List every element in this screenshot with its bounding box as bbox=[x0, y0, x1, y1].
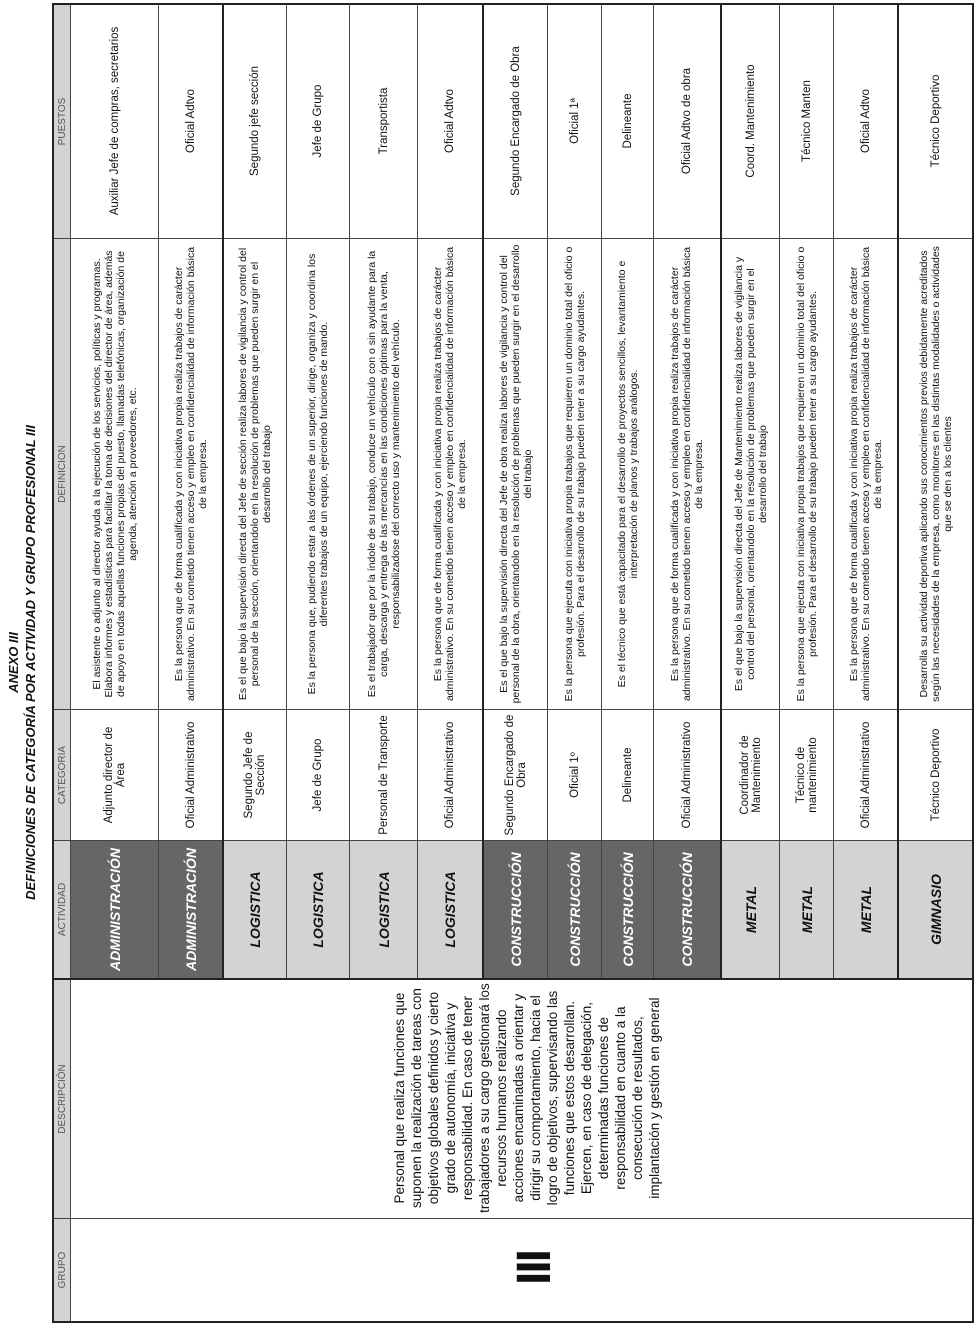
table-row bbox=[484, 4, 548, 978]
puestos-cell: Oficial Adtvo bbox=[859, 89, 872, 153]
puestos-cell: Transportista bbox=[377, 87, 390, 155]
categoria-cell: Técnico Deportivo bbox=[899, 709, 972, 840]
definicion-cell: Es el que bajo la supervisión directa del Jefe de obra realiza labores de vigilancia y control del personal de la obra, orientandolo en la resolución de problemas que pueden surgir en el desarrollo del trabajo bbox=[484, 238, 547, 709]
table-row bbox=[224, 4, 287, 978]
puestos-cell: Técnico Manten bbox=[800, 80, 813, 162]
actividad-cell: ADMINISTRACIÓN bbox=[159, 840, 222, 978]
table-row bbox=[418, 4, 484, 978]
actividad-cell: LOGISTICA bbox=[287, 840, 349, 978]
definicion-cell: Es el que bajo la supervisión directa del Jefe de Mantenimiento realiza labores de vigilancia y control del personal, orientandolo en la resolución de problemas que pueden surgir en el desarrollo del trabajo bbox=[722, 238, 779, 709]
actividad-cell: CONSTRUCCIÓN bbox=[548, 840, 601, 978]
table-row bbox=[722, 4, 780, 978]
puestos-cell: Delineante bbox=[621, 93, 634, 149]
definicion-cell: Es el trabajador que por la índole de su trabajo, conduce un vehículo con o sin ayudante para la carga, descarga y entrega de las mercancías en las condiciones óptimas para la venta, responsabilizadose del correcto uso y mantenimiento del vehículo. bbox=[350, 238, 417, 709]
actividad-cell: CONSTRUCCIÓN bbox=[602, 840, 653, 978]
definicion-cell: Es el técnico que está capacitado para el desarrollo de proyectos sencillos, levantamiento e interpretación de planos y trabajos análogos. bbox=[602, 238, 653, 709]
descripcion-cell bbox=[71, 978, 972, 1218]
actividad-cell: CONSTRUCCIÓN bbox=[654, 840, 720, 978]
puestos-cell: Oficial Adtvo bbox=[184, 89, 197, 153]
definicion-cell: Desarrolla su actividad deportiva aplicando sus conocimientos previos debidamente acreditados según las necesidades de la empresa, como monitores en las distintas modalidades o actividades que se den a los clientes bbox=[899, 238, 972, 709]
categoria-cell: Oficial Administrativo bbox=[654, 709, 720, 840]
table-row bbox=[654, 4, 722, 978]
definicion-cell: El asistente o adjunto al director ayuda a la ejecución de los servicios, políticas y programas. Elabora informes y estadísticas para facilitar la toma de decisiones del director de área, además de apoyo en todas aquellas funciones propias del puesto, llamadas telefónicas, organización de agenda, atención a proveedores, etc. bbox=[71, 238, 158, 709]
grupo-cell bbox=[71, 1218, 972, 1321]
header-puestos: PUESTOS bbox=[54, 5, 71, 238]
definicion-cell: Es la persona que de forma cualificada y con iniciativa propia realiza trabajos de carácter administrativo. En su cometido tienen acceso y empleo en confidencialidad de información básica de la empresa. bbox=[159, 238, 222, 709]
categoria-cell: Personal de Transporte bbox=[350, 709, 417, 840]
puestos-cell: Oficial 1ª bbox=[568, 98, 581, 144]
actividad-cell: ADMINISTRACIÓN bbox=[71, 840, 158, 978]
table-row bbox=[548, 4, 602, 978]
definicion-cell: Es la persona que de forma cualificada y con iniciativa propia realiza trabajos de carácter administrativo. En su cometido tienen acceso y empleo en confidencialidad de información básica de la empresa. bbox=[834, 238, 897, 709]
table-row bbox=[780, 4, 834, 978]
puestos-cell: Coord. Mantenimiento bbox=[744, 64, 757, 178]
descripcion-text: Personal que realiza funciones que suponen la realización de tareas con objetivos globales definidos y cierto grado de autonomía, iniciativa y responsabilidad. En caso de tener trabajadores a su cargo gestionará los recursos humanos realizando acciones encaminadas a orientar y dirigir su comportamiento, hacia el logro de objetivos, supervisando las funciones que estos desarrollan. Ejercen, en caso de delegación, determinadas funciones de responsabilidad en cuanto a la consecución de resultados, implantación y gestión en general bbox=[392, 983, 662, 1213]
categoria-cell: Oficial 1º bbox=[548, 709, 601, 840]
table-row bbox=[899, 4, 972, 978]
puestos-cell: Auxiliar Jefe de compras, secretarios bbox=[108, 26, 121, 216]
table-row bbox=[71, 4, 159, 978]
puestos-cell: Oficial Adtvo de obra bbox=[681, 67, 693, 175]
annex-title: ANEXO III bbox=[6, 632, 21, 693]
definicion-cell: Es la persona que ejecuta con iniciativa propia trabajos que requieren un dominio total del oficio o profesión. Para el desarrollo de su trabajo pueden tener a su cargo ayudantes. bbox=[548, 238, 601, 709]
categoria-cell: Coordinador de Mantenimiento bbox=[722, 709, 779, 840]
actividad-cell: METAL bbox=[834, 840, 897, 978]
definicion-cell: Es la persona que ejecuta con iniciativa propia trabajos que requieren un dominio total del oficio o profesión. Para el desarrollo de su trabajo pueden tener a su cargo ayudantes. bbox=[780, 238, 833, 709]
actividad-cell: LOGISTICA bbox=[350, 840, 417, 978]
puestos-cell: Segundo jefe sección bbox=[249, 66, 261, 176]
categoria-cell: Segundo Encargado de Obra bbox=[484, 709, 547, 840]
table-row bbox=[602, 4, 654, 978]
header-descripcion: DESCRIPCIÓN bbox=[54, 978, 71, 1218]
categoria-cell: Técnico de mantenimiento bbox=[780, 709, 833, 840]
actividad-cell: GIMNASIO bbox=[899, 840, 972, 978]
actividad-cell: METAL bbox=[780, 840, 833, 978]
actividad-cell: LOGISTICA bbox=[418, 840, 482, 978]
header-categoria: CATEGORIA bbox=[54, 709, 71, 840]
definicion-cell: Es la persona que de forma cualificada y con iniciativa propia realiza trabajos de carácter administrativo. En su cometido tienen acceso y empleo en confidencialidad de información básica de la empresa. bbox=[418, 238, 482, 709]
title-block bbox=[0, 0, 52, 1325]
categoria-cell: Oficial Administrativo bbox=[418, 709, 482, 840]
puestos-cell: Jefe de Grupo bbox=[312, 84, 324, 158]
categoria-cell: Segundo Jefe de Sección bbox=[224, 709, 286, 840]
categoria-cell: Oficial Administrativo bbox=[159, 709, 222, 840]
header-definicion: DEFINICION bbox=[54, 238, 71, 709]
header-grupo: GRUPO bbox=[54, 1218, 71, 1321]
table-row bbox=[287, 4, 350, 978]
definicion-cell: Es la persona que, pudiendo estar a las órdenes de un superior, dirige, organiza y coordina los diferentes trabajos de un equipo, ejerciendo funciones de mando. bbox=[287, 238, 349, 709]
puestos-cell: Segundo Encargado de Obra bbox=[509, 46, 522, 196]
actividad-cell: CONSTRUCCIÓN bbox=[484, 840, 547, 978]
definicion-cell: Es el que bajo la supervisión directa del Jefe de sección realiza labores de vigilancia y control del personal de la sección, orientandolo en la resolución de problemas que pueden surgir en el desarrollo del trabajo bbox=[224, 238, 286, 709]
table-row bbox=[159, 4, 224, 978]
actividad-cell: LOGISTICA bbox=[224, 840, 286, 978]
grupo-value: III bbox=[508, 1250, 561, 1285]
categoria-cell: Oficial Administrativo bbox=[834, 709, 897, 840]
header-actividad: ACTIVIDAD bbox=[54, 840, 71, 978]
puestos-cell: Técnico Deportivo bbox=[929, 74, 942, 168]
puestos-cell: Oficial Adtvo bbox=[444, 89, 456, 153]
table-row bbox=[834, 4, 899, 978]
actividad-cell: METAL bbox=[722, 840, 779, 978]
categoria-cell: Jefe de Grupo bbox=[287, 709, 349, 840]
annex-subtitle: DEFINICIONES DE CATEGORÍA POR ACTIVIDAD Y GRUPO PROFESIONAL III bbox=[23, 425, 38, 900]
categoria-cell: Adjunto director de Área bbox=[71, 709, 158, 840]
categoria-cell: Delineante bbox=[602, 709, 653, 840]
category-table bbox=[52, 3, 974, 1323]
table-row bbox=[350, 4, 418, 978]
definicion-cell: Es la persona que de forma cualificada y con iniciativa propia realiza trabajos de carácter administrativo. En su cometido tienen acceso y empleo en confidencialidad de información básica de la empresa. bbox=[654, 238, 720, 709]
